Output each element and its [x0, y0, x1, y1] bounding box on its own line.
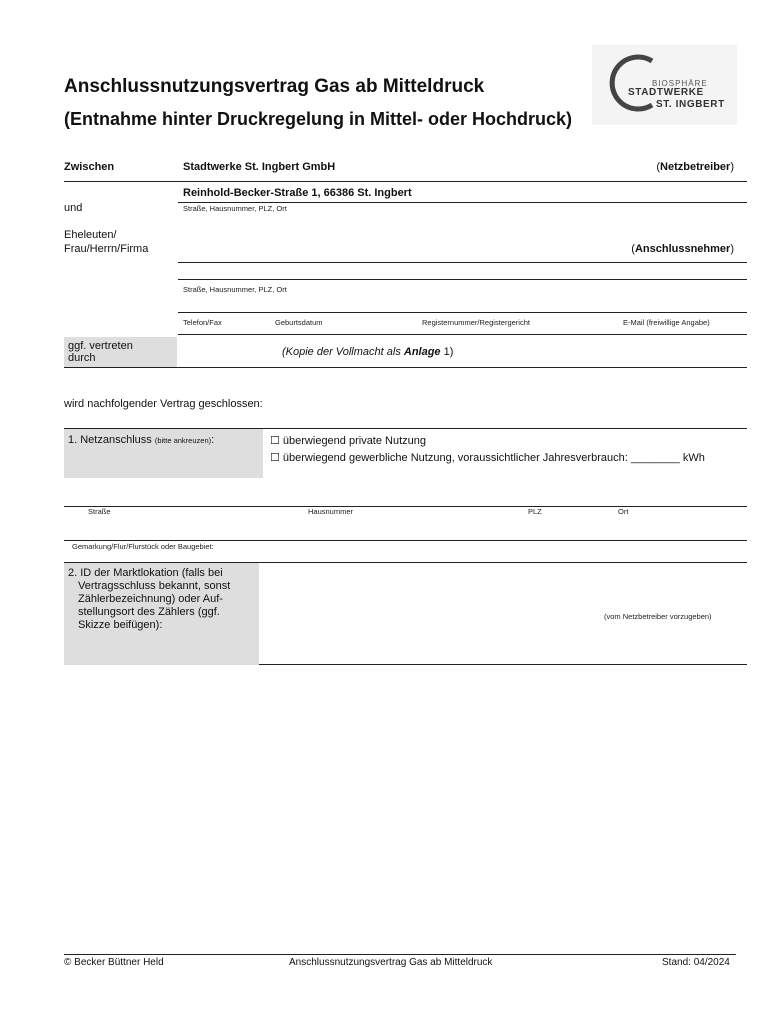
logo-small-text: BIOSPHÄRE — [652, 79, 708, 88]
option-gewerblich-checkbox[interactable]: ☐ überwiegend gewerbliche Nutzung, voraussichtlicher Jahresverbrauch: ________ kWh — [270, 452, 705, 464]
anschlussnehmer-address-line[interactable] — [178, 279, 747, 280]
vertreten-line[interactable] — [64, 367, 747, 368]
vollmacht-note: (Kopie der Vollmacht als Anlage 1) — [282, 346, 454, 358]
netzbetreiber-role: (Netzbetreiber) — [656, 161, 734, 173]
footer-doc-title: Anschlussnutzungsvertrag Gas ab Mitteldruck — [289, 957, 493, 968]
section1-label: 1. Netzanschluss (bitte ankreuzen): — [68, 434, 215, 446]
section2-label-line2: Vertragsschluss bekannt, sonst — [78, 580, 231, 592]
option-private-checkbox[interactable]: ☐ überwiegend private Nutzung — [270, 435, 427, 447]
geburtsdatum-caption: Geburtsdatum — [275, 318, 323, 327]
gemarkung-line[interactable] — [64, 540, 747, 541]
vertreten-line2: durch — [68, 352, 96, 364]
anschlussnehmer-role: (Anschlussnehmer) — [631, 243, 734, 255]
eheleute-label: Eheleuten/ — [64, 229, 117, 241]
gemarkung-caption: Gemarkung/Flur/Flurstück oder Baugebiet: — [72, 542, 214, 551]
contact-line[interactable] — [178, 312, 747, 313]
stadtwerke-logo — [592, 45, 737, 125]
address-line — [178, 202, 747, 203]
section2-label-line4: stellungsort des Zählers (ggf. — [78, 606, 220, 618]
ort-caption: Ort — [618, 507, 629, 516]
footer-stand: Stand: 04/2024 — [662, 957, 730, 968]
frau-herrn-firma-label: Frau/Herrn/Firma — [64, 243, 149, 255]
vertreten-label-cell — [64, 337, 177, 367]
netzbetreiber-name: Stadtwerke St. Ingbert GmbH — [183, 161, 336, 173]
netzanschluss-address-line[interactable] — [64, 506, 747, 507]
netzbetreiber-address: Reinhold-Becker-Straße 1, 66386 St. Ingbert — [183, 187, 412, 199]
und-label: und — [64, 202, 83, 214]
anschlussnehmer-name-line[interactable] — [178, 262, 747, 263]
section2-field-line[interactable] — [259, 664, 747, 665]
zwischen-label: Zwischen — [64, 161, 115, 173]
address-caption-2: Straße, Hausnummer, PLZ, Ort — [183, 285, 287, 294]
netzbetreiber-vorgabe-note: (vom Netzbetreiber vorzugeben) — [604, 612, 712, 621]
divider — [64, 428, 747, 429]
logo-line2: ST. INGBERT — [656, 99, 725, 110]
strasse-caption: Straße — [88, 507, 111, 516]
document-subtitle: (Entnahme hinter Druckregelung in Mittel- oder Hochdruck) — [64, 109, 573, 129]
footer-copyright: © Becker Büttner Held — [64, 957, 164, 968]
section1-label-cell — [64, 428, 263, 478]
email-caption: E-Mail (freiwillige Angabe) — [623, 318, 710, 327]
section2-label-line5: Skizze beifügen): — [78, 619, 163, 631]
hausnummer-caption: Hausnummer — [308, 507, 354, 516]
telefon-fax-caption: Telefon/Fax — [183, 318, 222, 327]
contract-intro: wird nachfolgender Vertrag geschlossen: — [64, 398, 263, 410]
logo-line1: STADTWERKE — [628, 87, 704, 98]
register-caption: Registernummer/Registergericht — [422, 318, 530, 327]
section2-label-line3: Zählerbezeichnung) oder Auf- — [78, 593, 223, 605]
plz-caption: PLZ — [528, 507, 542, 516]
address-caption: Straße, Hausnummer, PLZ, Ort — [183, 204, 287, 213]
divider — [178, 334, 747, 335]
vertreten-line1: ggf. vertreten — [68, 340, 133, 352]
section2-label-line1: 2. ID der Marktlokation (falls bei — [68, 567, 223, 579]
document-title: Anschlussnutzungsvertrag Gas ab Mitteldruck — [64, 76, 485, 97]
section2-label-cell — [64, 563, 259, 665]
footer-divider — [64, 954, 736, 955]
divider — [64, 181, 747, 182]
